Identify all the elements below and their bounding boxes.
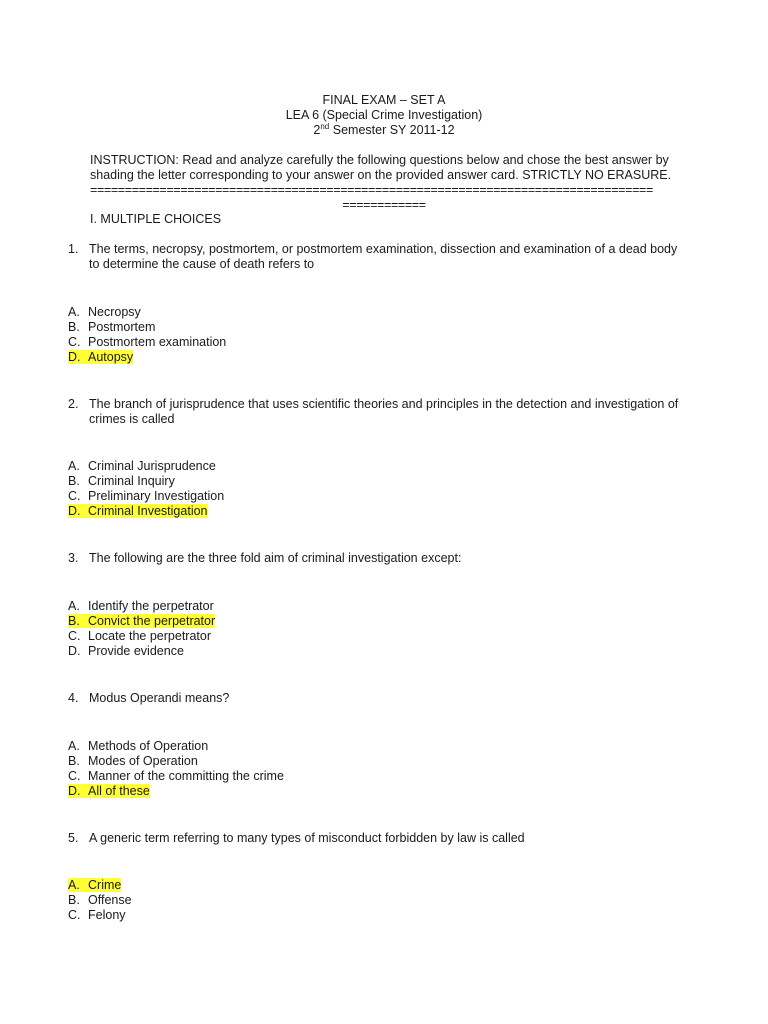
option-text: All of these [88, 784, 150, 798]
answer-highlight [68, 504, 208, 518]
semester-ordinal-suffix: nd [320, 121, 330, 131]
question-5-option-a [68, 878, 121, 893]
option-letter: D. [68, 350, 81, 364]
question-2-option-a [68, 459, 216, 474]
option-text: Modes of Operation [88, 754, 198, 768]
option-letter: A. [68, 878, 80, 892]
question-4-option-d [68, 784, 150, 799]
question-3 [68, 551, 688, 566]
question-3-option-d [68, 644, 184, 659]
option-letter: C. [68, 489, 81, 503]
option-letter: C. [68, 335, 81, 349]
question-2 [68, 397, 688, 427]
option-text: Preliminary Investigation [88, 489, 225, 503]
option-letter: B. [68, 320, 80, 334]
question-3-option-b [68, 614, 215, 629]
question-4-option-a [68, 739, 208, 754]
answer-highlight [68, 878, 121, 892]
answer-highlight [68, 614, 215, 628]
option-text: Methods of Operation [88, 739, 209, 753]
option-text: Locate the perpetrator [88, 629, 211, 643]
question-1-option-b [68, 320, 155, 335]
option-text: Postmortem examination [88, 335, 227, 349]
semester-ordinal: 2 [313, 123, 321, 137]
option-letter: A. [68, 599, 80, 613]
question-number: 5. [68, 831, 79, 845]
option-letter: C. [68, 629, 81, 643]
separator-rule: ================================================================================= [90, 183, 653, 197]
question-4-option-b [68, 754, 198, 769]
option-letter: B. [68, 614, 80, 628]
question-2-option-b [68, 474, 175, 489]
question-text: The branch of jurisprudence that uses scientific theories and principles in the detection and investigation of crimes is called [89, 397, 679, 426]
option-text: Felony [88, 908, 126, 922]
option-letter: C. [68, 908, 81, 922]
option-letter: D. [68, 784, 81, 798]
option-text: Necropsy [88, 305, 141, 319]
option-letter: A. [68, 739, 80, 753]
option-letter: D. [68, 504, 81, 518]
instruction-text: INSTRUCTION: Read and analyze carefully the following questions below and chose the best answer by shading the letter corresponding to your answer on the provided answer card. STRICTLY NO ERASURE. [90, 153, 672, 182]
question-2-option-c [68, 489, 224, 504]
question-number: 2. [68, 397, 79, 411]
option-letter: A. [68, 305, 80, 319]
option-letter: A. [68, 459, 80, 473]
question-text: The terms, necropsy, postmortem, or postmortem examination, dissection and examination of a dead body to determine the cause of death refers to [89, 242, 678, 271]
option-text: Autopsy [88, 350, 134, 364]
answer-highlight [68, 784, 150, 798]
question-5-option-c [68, 908, 126, 923]
question-1-option-d [68, 350, 133, 365]
option-letter: D. [68, 644, 81, 658]
exam-semester [0, 123, 768, 138]
question-2-option-d [68, 504, 208, 519]
question-text: A generic term referring to many types of misconduct forbidden by law is called [89, 831, 525, 845]
question-text: Modus Operandi means? [89, 691, 230, 705]
option-text: Criminal Inquiry [88, 474, 175, 488]
option-letter: B. [68, 893, 80, 907]
option-text: Convict the perpetrator [88, 614, 216, 628]
question-number: 4. [68, 691, 79, 705]
question-1 [68, 242, 688, 272]
option-text: Identify the perpetrator [88, 599, 214, 613]
exam-header [0, 93, 768, 138]
question-4 [68, 691, 688, 706]
option-letter: B. [68, 754, 80, 768]
question-1-option-c [68, 335, 226, 350]
option-text: Provide evidence [88, 644, 184, 658]
question-3-option-c [68, 629, 211, 644]
option-text: Criminal Jurisprudence [88, 459, 216, 473]
question-text: The following are the three fold aim of criminal investigation except: [89, 551, 462, 565]
question-number: 3. [68, 551, 79, 565]
option-text: Offense [88, 893, 132, 907]
exam-subject: LEA 6 (Special Crime Investigation) [285, 108, 483, 122]
exam-title: FINAL EXAM – SET A [322, 93, 446, 107]
question-4-option-c [68, 769, 284, 784]
answer-highlight [68, 350, 133, 364]
option-text: Criminal Investigation [88, 504, 208, 518]
option-text: Manner of the committing the crime [88, 769, 284, 783]
question-5 [68, 831, 688, 846]
option-text: Postmortem [88, 320, 156, 334]
option-text: Crime [88, 878, 122, 892]
semester-text: Semester SY 2011-12 [329, 123, 455, 137]
question-number: 1. [68, 242, 79, 256]
question-5-option-b [68, 893, 132, 908]
question-1-option-a [68, 305, 141, 320]
option-letter: B. [68, 474, 80, 488]
separator-rule-continued: ============ [342, 198, 426, 212]
option-letter: C. [68, 769, 81, 783]
section-title: I. MULTIPLE CHOICES [90, 212, 222, 226]
question-3-option-a [68, 599, 214, 614]
